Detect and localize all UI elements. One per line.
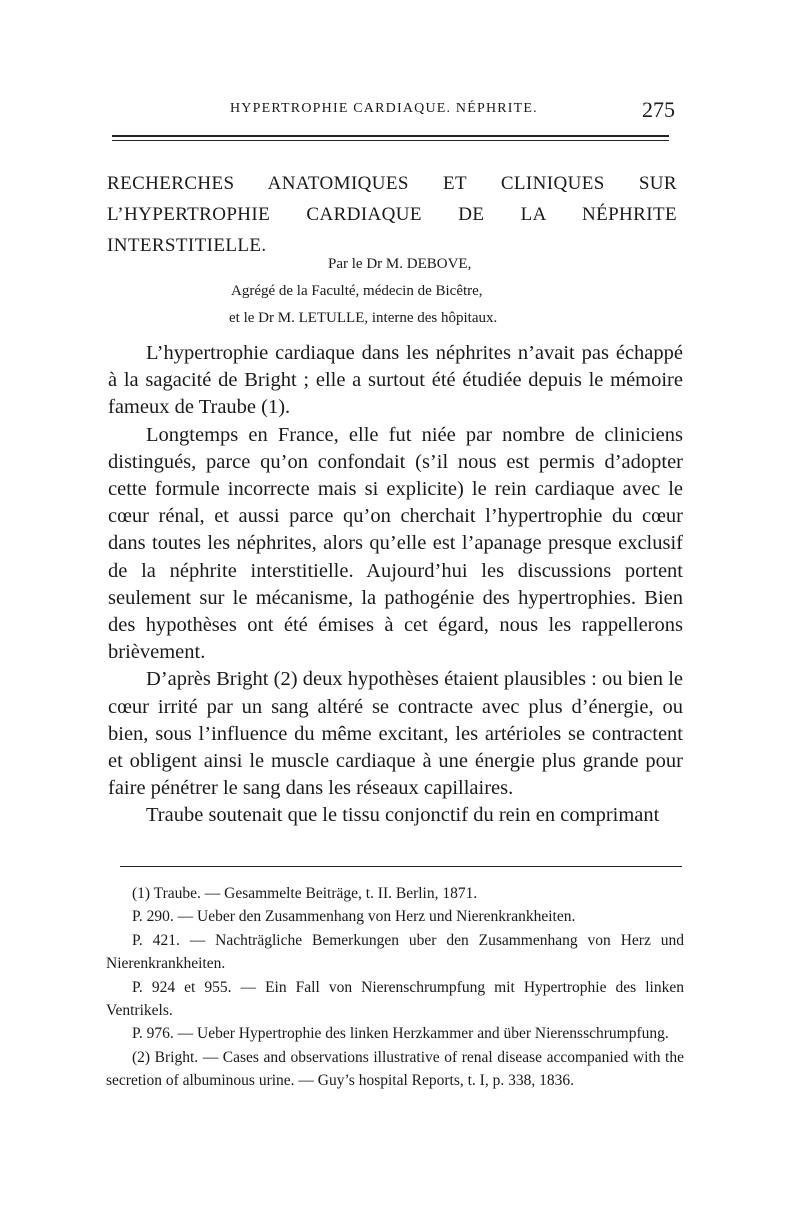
page-number: 275 [642,97,675,122]
footnote: P. 924 et 955. — Ein Fall von Nierenschrumpfung mit Hypertrophie des linken Ventrikels. [106,978,684,1020]
footnote: P. 421. — Nachträgliche Bemerkungen uber den Zusammenhang von Herz und Nierenkrankheiten. [106,931,684,973]
footnote: P. 976. — Ueber Hypertrophie des linken Herzkammer and über Nierensschrumpfung. [132,1025,669,1043]
footnote-separator [120,866,682,867]
footnote: (2) Bright. — Cases and observations illustrative of renal disease accompanied with the secretion of albuminous urine. — Guy’s hospital Reports, t. I, p. 338, 1836. [106,1048,684,1090]
body-paragraph: Longtemps en France, elle fut niée par nombre de cliniciens distingués, parce qu’on confondait (s’il nous est permis d’adopter cette formule incorrecte mais si explicite) le rein cardiaque avec le cœur rénal, et aussi parce qu’on cherchait l’hypertrophie du cœur dans toutes les néphrites, alors qu’elle est l’apanage presque exclusif de la néphrite interstitielle. Aujourd’hui les discussions portent seulement sur le mécanisme, la pathogénie des hypertrophies. Bien des hypothèses ont été émises à cet égard, nous les rappellerons brièvement. [108,423,683,664]
footnotes [106,882,684,1093]
byline-authors: Par le Dr M. DEBOVE, [328,256,472,272]
header-rule-top [112,135,669,137]
body-paragraph: L’hypertrophie cardiaque dans les néphrites n’avait pas échappé à la sagacité de Bright ; elle a surtout été étudiée depuis le mémoire fameux de Traube (1). [108,342,683,419]
body-paragraph: Traube soutenait que le tissu conjonctif du rein en comprimant [146,804,660,827]
article-title: RECHERCHES ANATOMIQUES ET CLINIQUES SUR L’HYPERTROPHIE CARDIAQUE DE LA NÉPHRITE INTERSTITIELLE. [107,173,677,256]
article-body [108,340,683,830]
running-title: HYPERTROPHIE CARDIAQUE. NÉPHRITE. [230,101,538,116]
header-rule-bottom [112,140,669,141]
running-header [0,97,800,127]
byline-letulle-affiliation: et le Dr M. LETULLE, interne des hôpitaux. [229,310,498,326]
byline-debove-affiliation: Agrégé de la Faculté, médecin de Bicêtre, [231,283,483,299]
footnote: (1) Traube. — Gesammelte Beiträge, t. II. Berlin, 1871. [132,885,478,902]
footnote: P. 290. — Ueber den Zusammenhang von Herz und Nierenkrankheiten. [132,908,576,926]
body-paragraph: D’après Bright (2) deux hypothèses étaient plausibles : ou bien le cœur irrité par un sang altéré se contracte avec plus d’énergie, ou bien, sous l’influence du même excitant, les artérioles se contractent et obligent ainsi le muscle cardiaque à une énergie plus grande pour faire pénétrer le sang dans les réseaux capillaires. [108,668,683,800]
